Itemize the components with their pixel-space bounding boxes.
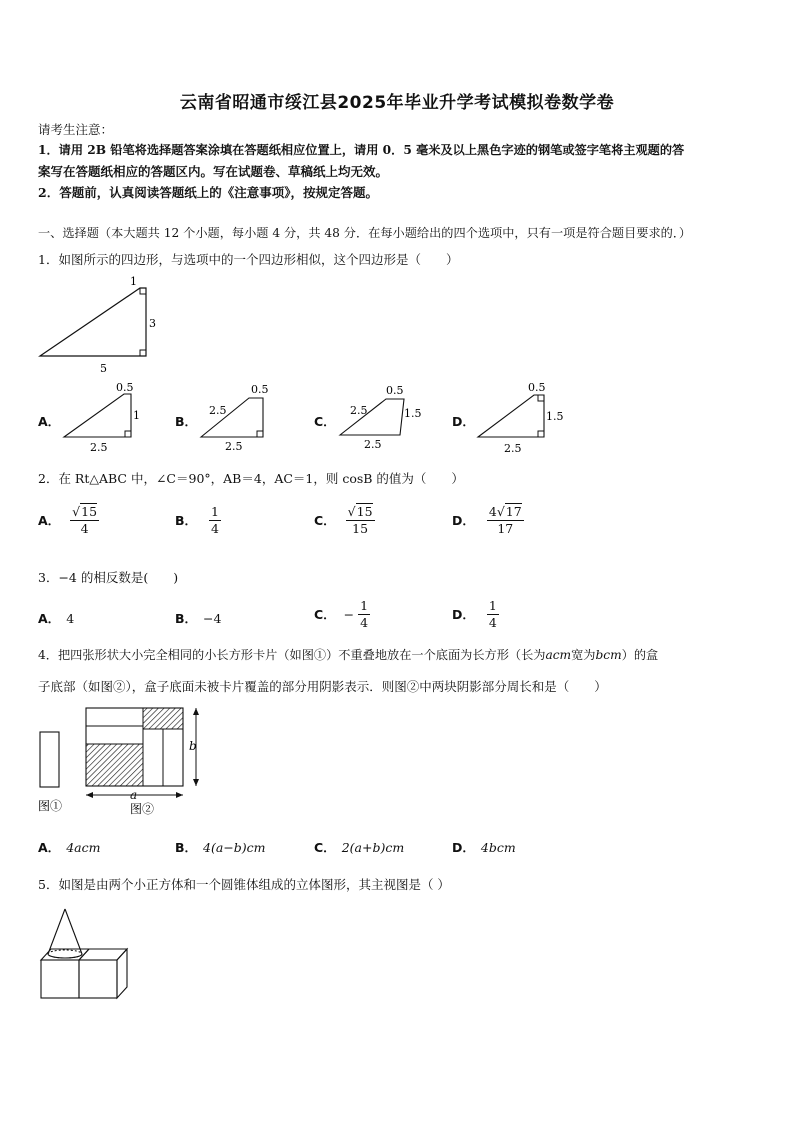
q1-a-bottom-label: 2.5 [90, 441, 108, 454]
q4-bcm: bcm [595, 648, 622, 662]
q4-d-value: 4bcm [480, 840, 516, 855]
q3-option-d[interactable] [452, 598, 499, 630]
q2-option-c[interactable] [314, 504, 375, 536]
page-title: 云南省昭通市绥江县2025年毕业升学考试模拟卷数学卷 [179, 93, 615, 113]
q2-c-radicand: 15 [356, 504, 373, 519]
q2-option-d[interactable] [452, 504, 524, 536]
q1-c-bottom-label: 2.5 [364, 438, 382, 451]
q4-b-value: 4(a−b)cm [203, 840, 266, 855]
q4-option-d[interactable] [452, 838, 516, 856]
q3-b-label: B． [175, 611, 198, 626]
q4-d-label-letter: D． [452, 840, 475, 855]
q4-option-c[interactable] [314, 838, 404, 856]
q4-c-label-letter: C． [314, 840, 336, 855]
q1-option-b-label[interactable]: B． [175, 414, 198, 429]
q2-a-fraction: $\frac{√15}{4}$ [72, 504, 98, 536]
question-4-line-2: 子底部（如图②），盒子底面未被卡片覆盖的部分用阴影表示．则图②中两块阴影部分周长和是（ ） [38, 679, 607, 694]
q1-a-right-label: 1 [133, 409, 140, 422]
q1-option-c-figure[interactable] [334, 380, 429, 455]
q3-d-numerator: 1 [488, 598, 497, 613]
q3-a-value: 4 [66, 611, 75, 626]
q2-d-label: D． [452, 513, 475, 529]
q2-option-a[interactable] [38, 504, 99, 536]
q2-b-denominator: 4 [211, 520, 219, 536]
q1-option-b-figure[interactable] [195, 380, 285, 455]
q2-a-label: A． [38, 513, 61, 529]
q3-c-sign: − [343, 606, 355, 622]
q2-a-denominator: 4 [80, 520, 89, 536]
q1-main-quadrilateral [30, 272, 170, 377]
q3-c-label: C． [314, 607, 336, 623]
q2-b-fraction [209, 504, 221, 536]
q1-d-right-label: 1.5 [546, 410, 564, 423]
q4-shaded-region-2 [143, 708, 183, 729]
q2-d-coefficient: 4 [488, 504, 497, 519]
q3-option-a[interactable] [38, 609, 74, 627]
question-4-line-1: 4．把四张形状大小完全相同的小长方形卡片（如图①）不重叠地放在一个底面为长方形（长为acm宽为bcm）的盒 [38, 648, 659, 662]
q3-d-denominator: 4 [488, 614, 497, 630]
q2-c-fraction: $\frac{√15}{15}$ [347, 504, 373, 536]
q1-main-bottom-label: 5 [100, 362, 107, 375]
q1-option-a-figure[interactable] [58, 380, 148, 455]
q1-main-top-label: 1 [130, 275, 137, 288]
q1-a-top-label: 0.5 [116, 381, 134, 394]
q4-card-rectangle [40, 732, 59, 787]
q3-c-numerator: 1 [360, 598, 369, 613]
q5-solid-figure [36, 904, 136, 1004]
q2-a-radicand: 15 [81, 504, 98, 519]
q1-c-right-label: 1.5 [404, 407, 422, 420]
q2-d-radicand: 17 [505, 504, 522, 519]
q1-b-left-label: 2.5 [209, 404, 227, 417]
question-3-text: 3．−4 的相反数是( ) [38, 570, 179, 585]
question-1-text: 1．如图所示的四边形，与选项中的一个四边形相似，这个四边形是（ ） [38, 252, 459, 267]
q1-d-bottom-label: 2.5 [504, 442, 522, 455]
q1-c-top-label: 0.5 [386, 384, 404, 397]
q4-fig1-label: 图① [38, 799, 63, 813]
q3-d-label: D． [452, 607, 475, 623]
q4-b-label: b [189, 739, 197, 753]
q1-main-right-label: 3 [149, 317, 156, 330]
q2-b-numerator: 1 [211, 504, 219, 519]
q1-option-a-label[interactable]: A． [38, 414, 61, 429]
q1-c-left-label: 2.5 [350, 404, 368, 417]
q1-b-bottom-label: 2.5 [225, 440, 243, 453]
question-5-text: 5．如图是由两个小正方体和一个圆锥体组成的立体图形，其主视图是（ ） [38, 877, 450, 892]
q4-option-a[interactable] [38, 838, 100, 856]
q3-b-value: −4 [203, 611, 222, 626]
notice-heading: 请考生注意： [38, 122, 114, 137]
q2-option-b[interactable] [175, 504, 221, 536]
q1-option-d-label[interactable]: D． [452, 414, 475, 429]
question-2-text: 2．在 Rt△ABC 中，∠C＝90°，AB＝4，AC＝1，则 cosB 的值为（ ） [38, 471, 464, 486]
q4-c-value: 2(a+b)cm [341, 840, 405, 855]
q4-b-label-letter: B． [175, 840, 198, 855]
q3-option-b[interactable] [175, 609, 221, 627]
q3-c-denominator: 4 [360, 614, 369, 630]
q4-option-b[interactable] [175, 838, 266, 856]
q4-acm: acm [545, 648, 572, 662]
q3-a-label: A． [38, 611, 61, 626]
section-heading: 一、选择题（本大题共 12 个小题，每小题 4 分，共 48 分．在每小题给出的四个选项中，只有一项是符合题目要求的．） [38, 226, 692, 240]
notice-line-1: 1．请用 2B 铅笔将选择题答案涂填在答题纸相应位置上，请用 0．5 毫米及以上黑色字迹的钢笔或签字笔将主观题的答 [38, 143, 685, 157]
q3-d-fraction [487, 598, 499, 630]
q3-option-c[interactable] [314, 598, 370, 630]
q4-a-label: a [130, 788, 138, 802]
q4-fig2-label: 图② [130, 802, 155, 816]
q3-c-fraction [358, 598, 370, 630]
q1-b-top-label: 0.5 [251, 383, 269, 396]
q4-shaded-region-1 [86, 744, 143, 786]
q4-figures [36, 700, 226, 820]
notice-line-1-cont: 案写在答题纸相应的答题区内。写在试题卷、草稿纸上均无效。 [38, 164, 389, 179]
q1-option-d-figure[interactable] [472, 380, 567, 455]
q1-option-c-label[interactable]: C． [314, 414, 336, 429]
q2-c-label: C． [314, 513, 336, 529]
q4-a-label-letter: A． [38, 840, 61, 855]
q2-c-denominator: 15 [352, 520, 369, 536]
q2-b-label: B． [175, 513, 198, 529]
q2-d-denominator: 17 [497, 520, 514, 536]
notice-line-2: 2．答题前，认真阅读答题纸上的《注意事项》，按规定答题。 [38, 185, 378, 200]
q4-a-value: 4acm [66, 840, 101, 855]
q2-d-fraction: $\frac{4√17}{17}$ [488, 504, 522, 536]
q1-d-top-label: 0.5 [528, 381, 546, 394]
